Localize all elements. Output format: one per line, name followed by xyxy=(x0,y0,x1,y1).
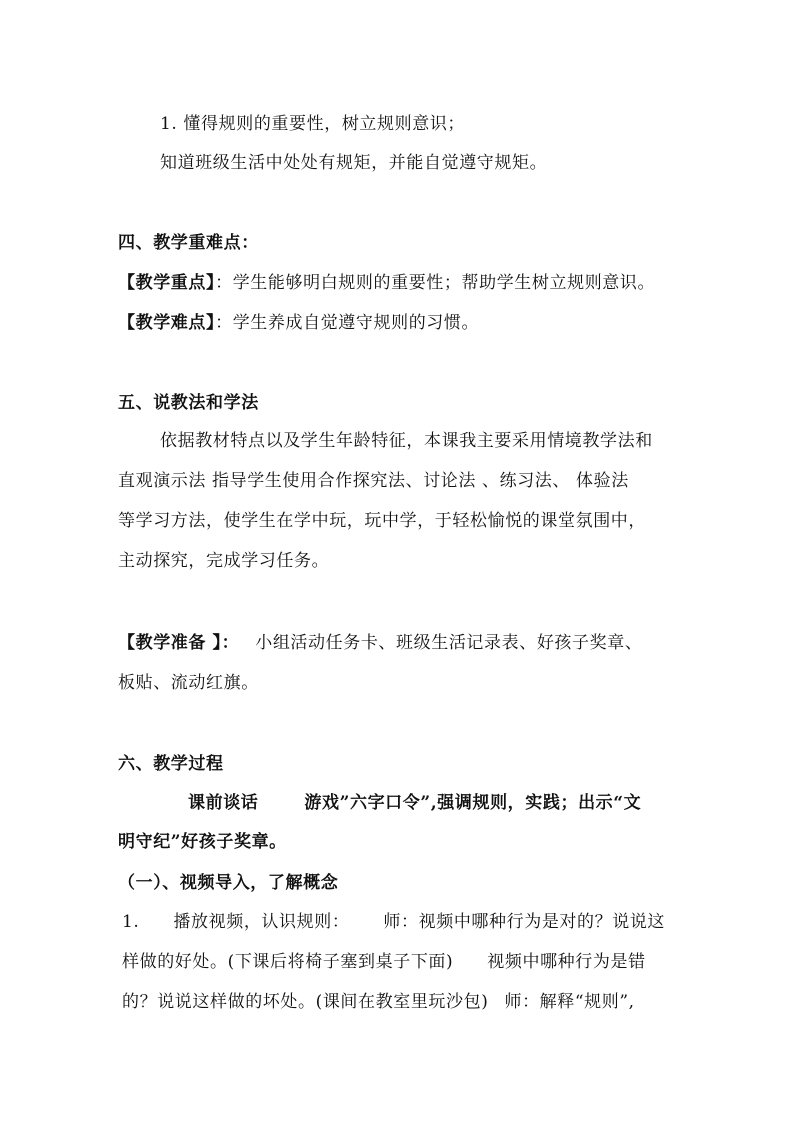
method-line-3: 等学习方法，使学生在学中玩，玩中学，于轻松愉悦的课堂氛围中， xyxy=(118,511,646,531)
difficulty-text: ：学生养成自觉遵守规则的习惯。 xyxy=(215,313,480,333)
process-item-1-line-1 xyxy=(122,910,665,934)
prep-text: 小组活动任务卡、班级生活记录表、好孩子奖章、 xyxy=(255,633,643,653)
pre-class-line-2: 明守纪”好孩子奖章。 xyxy=(118,832,287,852)
process-item-1-line-3b: 师：解释“规则”, xyxy=(504,992,635,1012)
process-item-1-line-2a: 样做的好处。(下课后将椅子塞到桌子下面) xyxy=(122,952,454,972)
section-4-heading: 四、教学重难点： xyxy=(118,233,259,253)
method-line-2: 直观演示法 指导学生使用合作探究法、讨论法 、练习法、 体验法 xyxy=(118,471,629,491)
section-5-heading: 五、说教法和学法 xyxy=(118,393,259,413)
process-item-1-line-2b: 视频中哪种行为是错 xyxy=(487,952,646,972)
key-point-text: ：学生能够明白规则的重要性；帮助学生树立规则意识。 xyxy=(215,273,656,293)
process-item-1-line-3 xyxy=(122,990,635,1014)
prep-line-1 xyxy=(118,631,642,655)
subsection-1-heading: （一）、视频导入，了解概念 xyxy=(118,873,339,893)
key-point-label: 【教学重点】 xyxy=(118,273,216,293)
section-6-heading: 六、教学过程 xyxy=(118,754,224,774)
pre-class-line xyxy=(188,791,641,815)
goal-item-1: 1. 懂得规则的重要性，树立规则意识； xyxy=(160,114,466,134)
process-item-1-line-3a: 的？说说这样做的坏处。(课间在教室里玩沙包) xyxy=(122,992,489,1012)
goal-item-2: 知道班级生活中处处有规矩，并能自觉遵守规矩。 xyxy=(160,153,548,173)
method-line-1: 依据教材特点以及学生年龄特征，本课我主要采用情境教学法和 xyxy=(160,431,653,451)
method-line-4: 主动探究，完成学习任务。 xyxy=(118,551,330,571)
process-item-1-line-2 xyxy=(122,950,646,974)
prep-label: 【教学准备 】： xyxy=(118,633,240,653)
process-item-1-teacher: 师：视频中哪种行为是对的？说说这 xyxy=(383,912,666,932)
difficulty-label: 【教学难点】 xyxy=(118,313,216,333)
pre-class-game: 游戏”六字口令”,强调规则，实践；出示“文 xyxy=(304,793,642,813)
process-item-1-text: 播放视频，认识规则： xyxy=(173,912,350,932)
prep-line-2: 板贴、流动红旗。 xyxy=(118,673,259,693)
process-item-1-number: 1. xyxy=(122,912,140,932)
key-point-line xyxy=(118,271,655,295)
pre-class-talk: 课前谈话 xyxy=(188,793,259,813)
difficulty-line xyxy=(118,311,479,335)
